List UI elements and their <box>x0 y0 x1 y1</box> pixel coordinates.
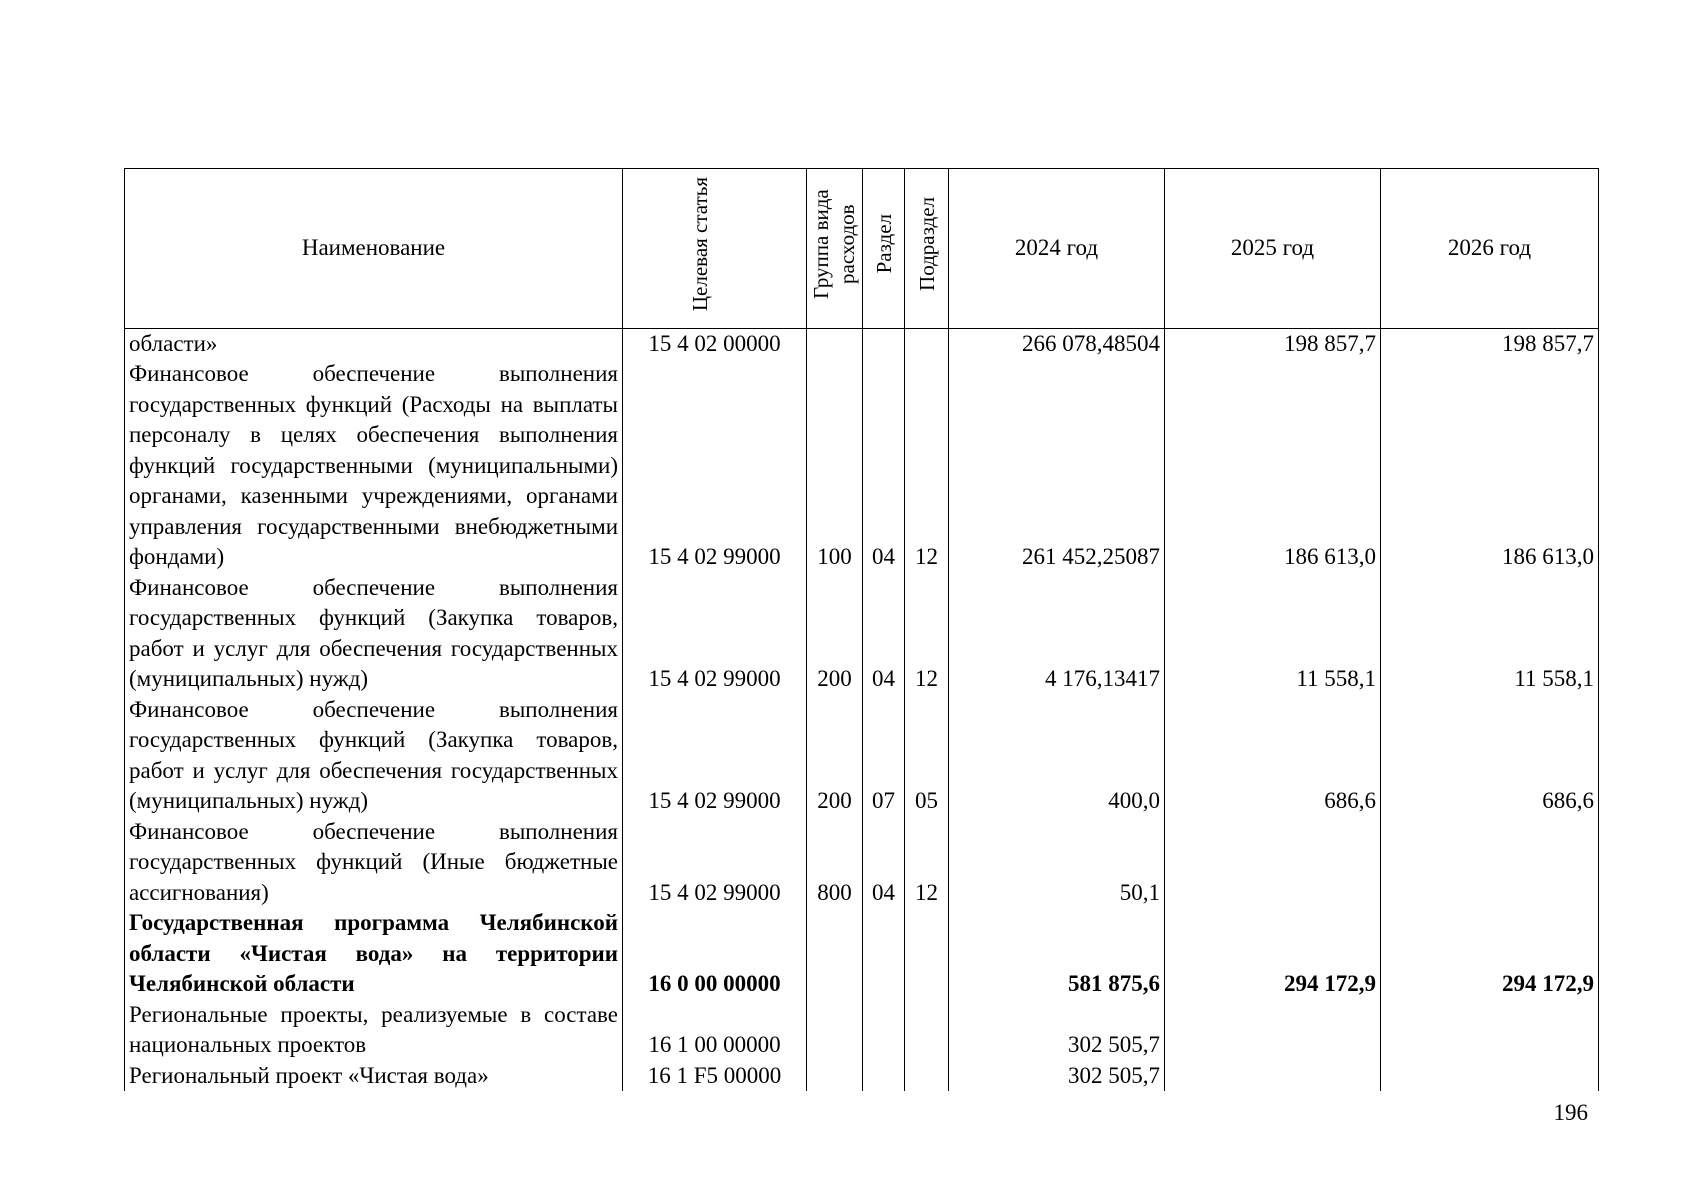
budget-table <box>124 168 1599 1091</box>
page-number: 196 <box>1553 1100 1588 1125</box>
row-target: 16 1 00 00000 <box>623 1000 807 1061</box>
row-group: 800 <box>807 817 863 909</box>
row-name: области» <box>125 328 623 359</box>
row-2025: 198 857,7 <box>1165 328 1381 359</box>
header-name: Наименование <box>125 169 623 329</box>
row-group <box>807 1061 863 1092</box>
header-subsection: Подраздел <box>905 169 949 329</box>
table-row <box>125 695 1599 817</box>
row-2026: 11 558,1 <box>1381 573 1599 695</box>
row-subsection <box>905 908 949 1000</box>
row-section: 04 <box>863 573 905 695</box>
row-section: 07 <box>863 695 905 817</box>
row-2024: 261 452,25087 <box>949 359 1165 573</box>
row-target: 16 0 00 00000 <box>623 908 807 1000</box>
row-target: 15 4 02 99000 <box>623 695 807 817</box>
row-2025: 294 172,9 <box>1165 908 1381 1000</box>
row-group <box>807 1000 863 1061</box>
row-2026: 198 857,7 <box>1381 328 1599 359</box>
header-section: Раздел <box>863 169 905 329</box>
row-2026: 294 172,9 <box>1381 908 1599 1000</box>
row-2025: 686,6 <box>1165 695 1381 817</box>
row-2025 <box>1165 1000 1381 1061</box>
row-section <box>863 328 905 359</box>
row-2024: 302 505,7 <box>949 1000 1165 1061</box>
row-name: Финансовое обеспечение выполнения государственных функций (Закупка товаров, работ и услуг для обеспечения государственных (муниципальных) нужд) <box>125 573 623 695</box>
row-2026 <box>1381 1061 1599 1092</box>
table-body <box>125 328 1599 1091</box>
table-row <box>125 573 1599 695</box>
row-2024: 266 078,48504 <box>949 328 1165 359</box>
row-2025 <box>1165 1061 1381 1092</box>
table-row <box>125 817 1599 909</box>
row-2024: 50,1 <box>949 817 1165 909</box>
table-row <box>125 908 1599 1000</box>
table-row <box>125 1000 1599 1061</box>
row-name: Региональные проекты, реализуемые в составе национальных проектов <box>125 1000 623 1061</box>
row-group: 200 <box>807 573 863 695</box>
row-group <box>807 328 863 359</box>
row-target: 15 4 02 99000 <box>623 359 807 573</box>
row-2026 <box>1381 817 1599 909</box>
row-2025 <box>1165 817 1381 909</box>
row-target: 16 1 F5 00000 <box>623 1061 807 1092</box>
row-group: 100 <box>807 359 863 573</box>
row-subsection: 12 <box>905 573 949 695</box>
table-row <box>125 1061 1599 1092</box>
row-section <box>863 1000 905 1061</box>
row-2025: 11 558,1 <box>1165 573 1381 695</box>
row-section <box>863 908 905 1000</box>
row-subsection: 12 <box>905 359 949 573</box>
row-subsection <box>905 328 949 359</box>
row-group <box>807 908 863 1000</box>
header-year-2024: 2024 год <box>949 169 1165 329</box>
row-target: 15 4 02 00000 <box>623 328 807 359</box>
row-subsection: 12 <box>905 817 949 909</box>
row-name: Государственная программа Челябинской области «Чистая вода» на территории Челябинской области <box>125 908 623 1000</box>
row-2024: 400,0 <box>949 695 1165 817</box>
header-expense-group: Группа вида расходов <box>807 169 863 329</box>
header-year-2026: 2026 год <box>1381 169 1599 329</box>
header-target-article: Целевая статья <box>623 169 807 329</box>
row-subsection <box>905 1000 949 1061</box>
table-row <box>125 359 1599 573</box>
row-subsection <box>905 1061 949 1092</box>
table-header-row <box>125 169 1599 329</box>
row-name: Финансовое обеспечение выполнения государственных функций (Расходы на выплаты персоналу в целях обеспечения выполнения функций государственными (муниципальными) органами, казенными учреждениями, органами управления государственными внебюджетными фондами) <box>125 359 623 573</box>
row-2026 <box>1381 1000 1599 1061</box>
row-2025: 186 613,0 <box>1165 359 1381 573</box>
header-year-2025: 2025 год <box>1165 169 1381 329</box>
row-name: Региональный проект «Чистая вода» <box>125 1061 623 1092</box>
row-subsection: 05 <box>905 695 949 817</box>
row-2026: 186 613,0 <box>1381 359 1599 573</box>
row-section: 04 <box>863 359 905 573</box>
row-target: 15 4 02 99000 <box>623 573 807 695</box>
row-2024: 302 505,7 <box>949 1061 1165 1092</box>
row-name: Финансовое обеспечение выполнения государственных функций (Закупка товаров, работ и услуг для обеспечения государственных (муниципальных) нужд) <box>125 695 623 817</box>
row-section <box>863 1061 905 1092</box>
row-name: Финансовое обеспечение выполнения государственных функций (Иные бюджетные ассигнования) <box>125 817 623 909</box>
row-target: 15 4 02 99000 <box>623 817 807 909</box>
row-2026: 686,6 <box>1381 695 1599 817</box>
row-section: 04 <box>863 817 905 909</box>
table-row <box>125 328 1599 359</box>
row-2024: 4 176,13417 <box>949 573 1165 695</box>
row-2024: 581 875,6 <box>949 908 1165 1000</box>
row-group: 200 <box>807 695 863 817</box>
